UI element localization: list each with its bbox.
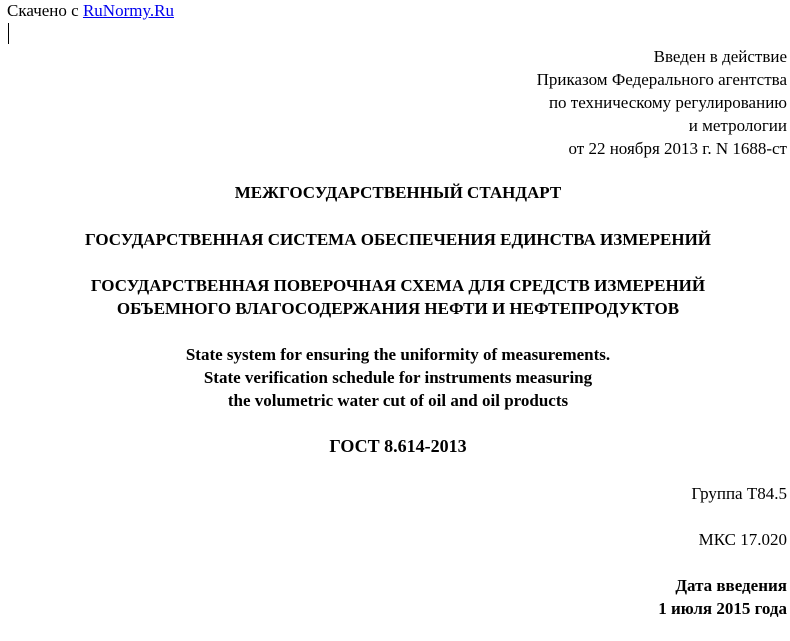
mks-code: МКС 17.020: [698, 530, 787, 549]
schedule-title: [0, 274, 790, 320]
english-title: [0, 343, 790, 412]
english-title-line: State verification schedule for instruments measuring: [203, 368, 593, 387]
runormy-link[interactable]: RuNormy.Ru: [82, 1, 174, 20]
introduction-date: 1 июля 2015 года: [658, 599, 787, 618]
introduction-date-block: [658, 574, 787, 620]
group-code: Группа Т84.5: [691, 484, 787, 503]
state-system-heading: ГОСУДАРСТВЕННАЯ СИСТЕМА ОБЕСПЕЧЕНИЯ ЕДИНСТВА ИЗМЕРЕНИЙ: [84, 230, 712, 249]
english-title-line: State system for ensuring the uniformity of measurements.: [185, 345, 611, 364]
schedule-title-line: ГОСУДАРСТВЕННАЯ ПОВЕРОЧНАЯ СХЕМА ДЛЯ СРЕДСТВ ИЗМЕРЕНИЙ: [90, 276, 706, 295]
enactment-block: [537, 45, 787, 160]
introduction-label: Дата введения: [675, 576, 787, 595]
interstate-standard-heading: МЕЖГОСУДАРСТВЕННЫЙ СТАНДАРТ: [234, 183, 562, 202]
gost-number: ГОСТ 8.614-2013: [329, 436, 467, 456]
enactment-line: Приказом Федерального агентства: [536, 70, 787, 89]
enactment-line: и метрологии: [688, 116, 787, 135]
enactment-line: по техническому регулированию: [548, 93, 787, 112]
enactment-line: Введен в действие: [653, 47, 787, 66]
enactment-line: от 22 ноября 2013 г. N 1688-ст: [568, 139, 787, 158]
source-prefix: Скачено с: [7, 1, 83, 20]
schedule-title-line: ОБЪЕМНОГО ВЛАГОСОДЕРЖАНИЯ НЕФТИ И НЕФТЕПРОДУКТОВ: [116, 299, 680, 318]
text-cursor: [8, 23, 9, 44]
source-attribution: [7, 1, 174, 21]
english-title-line: the volumetric water cut of oil and oil products: [227, 391, 569, 410]
